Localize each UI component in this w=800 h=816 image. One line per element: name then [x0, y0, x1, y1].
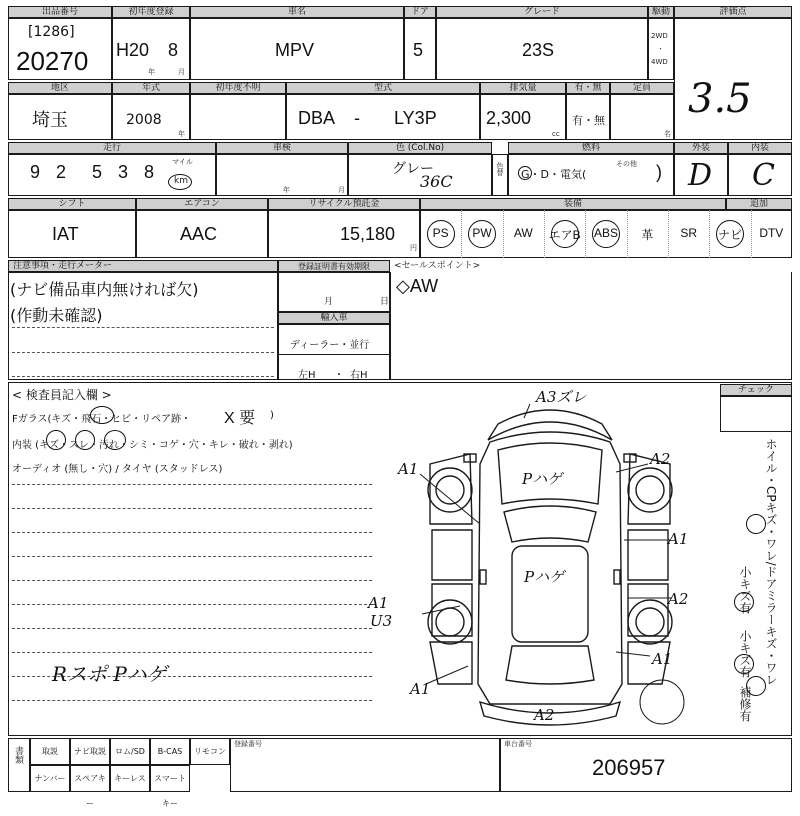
header-reg-expiry: 登録証明書有効期限 — [278, 260, 390, 272]
first-reg-month-unit: 月 — [178, 68, 185, 76]
fuel-text: G・D・電気( — [521, 168, 587, 181]
model-year-value: 2008 — [126, 112, 162, 128]
score-handwritten: 3.5 — [688, 76, 752, 122]
diagram-mark-left-sill-u: U3 — [370, 612, 393, 630]
color-handwritten-code: 36C — [420, 172, 453, 191]
header-aircon: エアコン — [136, 198, 268, 210]
vertical-note-circle-2 — [734, 592, 754, 612]
inspector-ruled-line — [12, 484, 372, 485]
document-tag: スマートキー — [150, 765, 190, 792]
left-door-handle — [480, 570, 486, 584]
header-model-year: 年式 — [112, 82, 190, 94]
mark-arrow-left-sill — [422, 606, 460, 614]
wheel-rear-right-outer-mark — [640, 680, 684, 724]
rear-window-outline — [506, 646, 594, 684]
mileage-digit: 3 — [118, 162, 129, 182]
model-code-sep: - — [354, 108, 360, 128]
capacity-unit: 名 — [664, 130, 671, 138]
document-tag: B-CAS — [150, 738, 190, 765]
exterior-handwritten: D — [688, 158, 713, 193]
import-dot: ・ — [334, 370, 344, 381]
equipment-item: SR — [680, 226, 697, 240]
diagram-mark-right-mid: A1 — [668, 530, 689, 548]
wheel-front-left — [428, 468, 472, 512]
ac-presence-value: 有・無 — [572, 114, 605, 127]
reg-number-label: 登録番号 — [234, 740, 262, 748]
diagram-mark-right-front: A2 — [650, 450, 671, 468]
wheel-front-right — [628, 468, 672, 512]
grade-value: 23S — [522, 40, 555, 60]
notes-line1: (ナビ備品車内無ければ欠) — [10, 280, 199, 299]
windshield-chip-circle — [90, 406, 114, 424]
windshield-outline — [504, 506, 596, 542]
header-drive: 駆動 — [648, 6, 674, 18]
inspector-windshield: Fガラス(キズ・飛石・ヒビ・リペア跡・ — [12, 414, 191, 425]
wheel-rear-right-hub — [636, 608, 664, 636]
header-equipment: 装備 — [420, 198, 726, 210]
vertical-note-circle-3 — [734, 654, 754, 674]
mark-arrow-right-front — [616, 464, 648, 472]
diagram-mark-right-rear: A1 — [652, 650, 673, 668]
header-color: 色 (Col.No) — [348, 142, 492, 154]
import-left-hand: 左H — [298, 370, 316, 381]
equipment-item: DTV — [759, 226, 784, 240]
drive-dot: ・ — [657, 45, 664, 53]
fuel-other-label: その他 — [616, 160, 637, 168]
wheel-front-left-hub — [436, 476, 464, 504]
mark-arrow-left-rear — [426, 666, 468, 684]
diagram-mark-left-rear: A1 — [410, 680, 431, 698]
diagram-mark-rear-bumper: A2 — [534, 706, 555, 724]
sales-point-label: <セールスポイント> — [394, 261, 481, 271]
equipment-item: PS — [432, 226, 449, 240]
header-extra: 追加 — [726, 198, 792, 210]
interior-scratch-circle — [46, 430, 66, 450]
equipment-row — [420, 210, 792, 258]
diagram-mark-top: A3ズレ — [536, 388, 587, 406]
first-reg-month: 8 — [168, 40, 179, 60]
reg-expiry-month: 月 — [324, 297, 334, 307]
lot-bracket-number: [1286] — [28, 24, 75, 40]
header-model-code: 型式 — [286, 82, 480, 94]
notes-ruled-line — [12, 352, 274, 353]
inspector-ruled-line — [12, 652, 372, 653]
diagram-mark-right-rear-door: A2 — [668, 590, 689, 608]
document-tag: ナンバー — [30, 765, 70, 792]
header-lot-no: 出品番号 — [8, 6, 112, 18]
inspector-title: < 検査員記入欄 > — [12, 388, 112, 402]
header-notes: 注意事項・走行メーター — [8, 260, 278, 272]
lot-number: 20270 — [16, 46, 89, 76]
header-inspection: 車検 — [216, 142, 348, 154]
inspector-handwritten-note: Rスポ Pハゲ — [52, 662, 167, 686]
sales-point-text: ◇AW — [396, 276, 439, 296]
inspection-cell — [216, 154, 348, 196]
inspection-month-unit: 月 — [338, 186, 345, 194]
document-tag: ロム/SD — [110, 738, 150, 765]
vertical-note-circle-4 — [746, 676, 766, 696]
document-tag: スペアキー — [70, 765, 110, 792]
mileage-unit-km: km — [174, 176, 188, 186]
inspector-windshield-end: ) — [270, 410, 274, 421]
aircon-value: AAC — [180, 224, 218, 244]
left-front-door — [432, 530, 472, 580]
inspector-ruled-line — [12, 556, 372, 557]
header-grade: グレード — [436, 6, 648, 18]
notes-ruled-line — [12, 376, 274, 377]
mileage-digit: 8 — [144, 162, 155, 182]
header-interior: 内装 — [728, 142, 792, 154]
inspector-interior: 内装 (キズ・スレ・汚れ・シミ・コゲ・穴・キレ・破れ・剥れ) — [12, 440, 293, 451]
shift-value: IAT — [52, 224, 79, 244]
wheel-front-right-hub — [636, 476, 664, 504]
notes-ruled-line — [12, 327, 274, 328]
reg-expiry-cell — [278, 272, 390, 312]
model-code-code: LY3P — [394, 108, 437, 128]
header-first-reg: 初年度登録 — [112, 6, 190, 18]
header-car-name: 車名 — [190, 6, 404, 18]
document-tag: ナビ取説 — [70, 738, 110, 765]
front-bumper-outline — [488, 410, 612, 440]
car-name: MPV — [275, 40, 315, 60]
mileage-digits — [30, 160, 170, 190]
mileage-digit: 9 — [30, 162, 41, 182]
vertical-note-small-scratch-2: 小キズ有 — [738, 630, 752, 678]
document-tag: 取説 — [30, 738, 70, 765]
reg-number-cell — [230, 738, 500, 792]
inspector-windshield-x: X 要 — [224, 410, 256, 427]
recycle-unit: 円 — [410, 244, 417, 252]
inspector-ruled-line — [12, 628, 372, 629]
header-recycle: リサイクル預託金 — [268, 198, 420, 210]
document-tag: キーレス — [110, 765, 150, 792]
drive-2wd: 2WD — [651, 32, 668, 40]
left-rear-quarter — [430, 642, 472, 684]
inspector-ruled-line — [12, 508, 372, 509]
chassis-number-label: 車台番号 — [504, 740, 532, 748]
mark-arrow-top — [524, 404, 530, 418]
header-doors: ドア — [404, 6, 436, 18]
header-exterior: 外装 — [674, 142, 728, 154]
document-tag: リモコン — [190, 738, 230, 765]
diagram-mark-left-sill: A1 — [368, 594, 389, 612]
inspector-audio: オーディオ (無し・穴) / タイヤ (スタッドレス) — [12, 464, 223, 475]
mileage-digit: 5 — [92, 162, 103, 182]
inspection-year-unit: 年 — [283, 186, 290, 194]
right-front-door — [628, 530, 668, 580]
right-door-handle — [614, 570, 620, 584]
displacement-unit: cc — [552, 130, 560, 138]
equipment-item: ABS — [593, 226, 618, 240]
mileage-digit: 2 — [56, 162, 67, 182]
doors-value: 5 — [413, 40, 424, 60]
documents-label: 書類 — [13, 746, 23, 764]
interior-rub-circle — [75, 430, 95, 450]
wheel-rear-right — [628, 600, 672, 644]
sales-point-cell — [390, 272, 792, 380]
import-right-hand: 右H — [350, 370, 368, 381]
inspector-ruled-line — [12, 532, 372, 533]
equipment-item: PW — [472, 226, 492, 240]
header-capacity: 定員 — [610, 82, 674, 94]
interior-stain-circle — [104, 430, 126, 450]
reg-expiry-day: 日 — [380, 297, 390, 307]
vertical-note-main: ホイル・CPキズ・ワレ/ドアミラーキズ・ワレ — [764, 438, 778, 686]
car-diagram — [380, 384, 720, 734]
roof-outline — [512, 546, 588, 642]
equipment-item: 革 — [641, 228, 654, 242]
header-import-ref: 初年度不明 — [190, 82, 286, 94]
header-import-car: 輸入車 — [278, 312, 390, 324]
diagram-mark-hood: Pハゲ — [522, 470, 563, 488]
diagram-mark-left-front: A1 — [398, 460, 419, 478]
model-code-prefix: DBA — [298, 108, 336, 128]
import-dealer: ディーラー・並行 — [290, 340, 370, 351]
color-printed: グレー — [392, 161, 434, 177]
vertical-note-small-scratch-1: 小キズ有 — [738, 566, 752, 614]
wheel-rear-left-hub — [436, 608, 464, 636]
region-value: 埼玉 — [32, 110, 68, 130]
first-reg-year-unit: 年 — [148, 68, 155, 76]
header-mileage: 走行 — [8, 142, 216, 154]
fuel-close: ) — [656, 162, 662, 182]
header-region: 地区 — [8, 82, 112, 94]
header-shift: シフト — [8, 198, 136, 210]
displacement-value: 2,300 — [486, 108, 532, 128]
mileage-unit-mile: マイル — [172, 158, 193, 166]
inspector-ruled-line — [12, 700, 372, 701]
inspector-ruled-line — [12, 604, 372, 605]
equipment-item: ナビ — [717, 228, 742, 242]
document-tags — [30, 738, 230, 808]
color-change-label: 色替 — [496, 162, 504, 176]
model-year-unit: 年 — [178, 130, 185, 138]
recycle-value: 15,180 — [340, 224, 396, 244]
header-score: 評価点 — [674, 6, 792, 18]
import-ref-cell — [190, 94, 286, 140]
wheel-rear-left — [428, 600, 472, 644]
import-divider — [278, 354, 390, 355]
header-ac-presence: 有・無 — [566, 82, 610, 94]
interior-handwritten: C — [752, 158, 775, 193]
header-fuel: 燃料 — [508, 142, 674, 154]
drive-4wd: 4WD — [651, 58, 668, 66]
vertical-note-repaired: 補修有 — [738, 686, 752, 722]
diagram-mark-roof: Pハゲ — [524, 568, 565, 586]
equipment-item: AW — [513, 226, 533, 240]
chassis-number-value: 206957 — [592, 755, 666, 780]
chassis-check-box — [720, 396, 792, 432]
first-reg-era-year: H20 — [116, 40, 150, 60]
header-displacement: 排気量 — [480, 82, 566, 94]
header-chassis-check: チェック — [720, 384, 792, 396]
equipment-item: エアB — [548, 228, 581, 242]
notes-line2: (作動未確認) — [10, 306, 103, 325]
vertical-note-circle-1 — [746, 514, 766, 534]
inspector-ruled-line — [12, 580, 372, 581]
